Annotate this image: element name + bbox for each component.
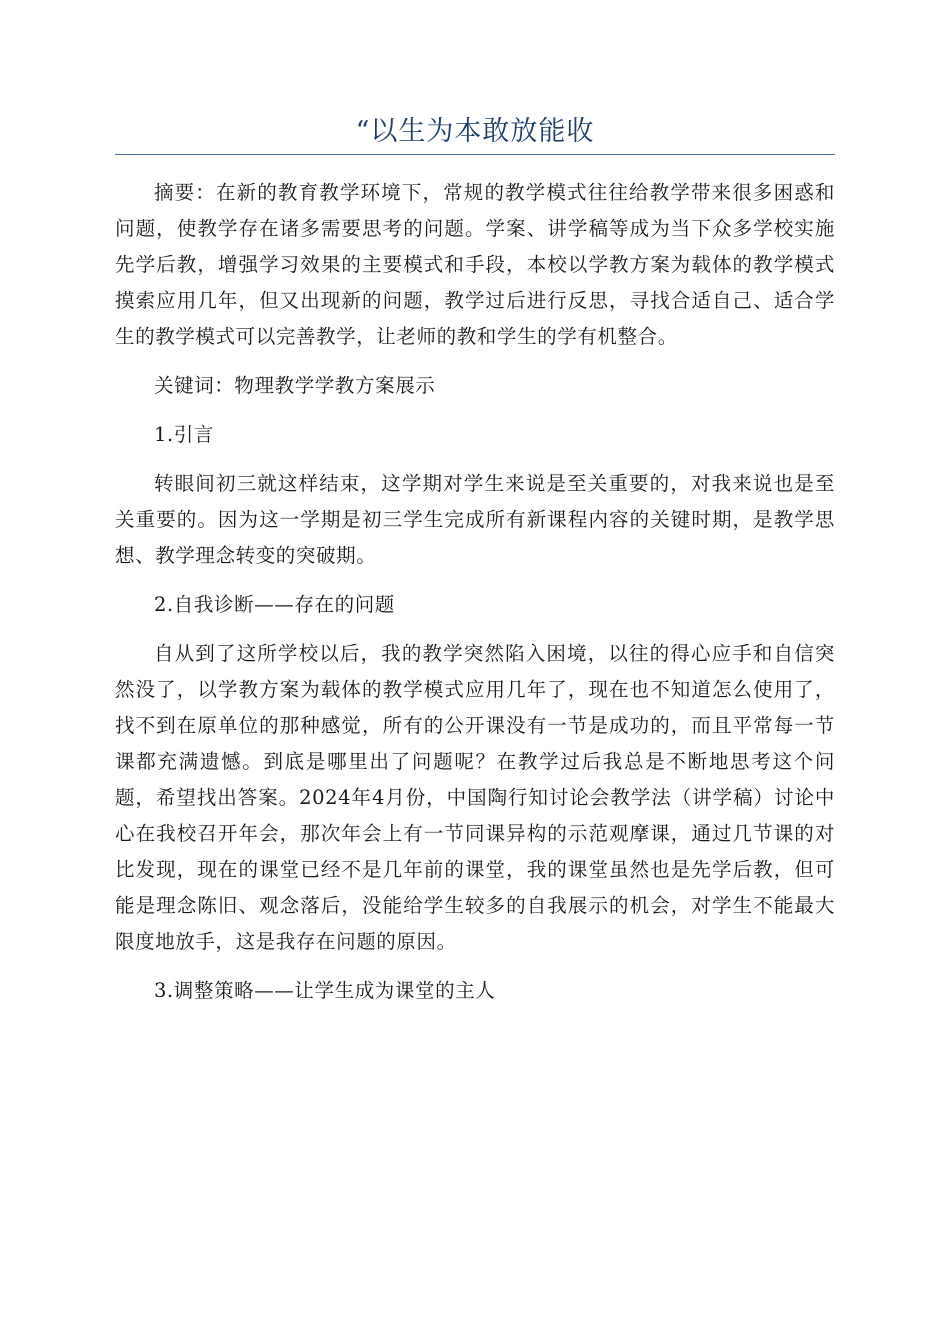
document-body [115,175,835,1022]
title-underline [115,154,835,155]
section-heading-1: 1.引言 [154,423,215,446]
abstract-paragraph: 摘要：在新的教育教学环境下，常规的教学模式往往给教学带来很多困惑和问题，使教学存在诸多需要思考的问题。学案、讲学稿等成为当下众多学校实施先学后教，增强学习效果的主要模式和手段，本校以学教方案为载体的教学模式摸索应用几年，但又出现新的问题，教学过后进行反思，寻找合适自己、适合学生的教学模式可以完善教学，让老师的教和学生的学有机整合。 [115,181,835,348]
intro-paragraph: 转眼间初三就这样结束，这学期对学生来说是至关重要的，对我来说也是至关重要的。因为这一学期是初三学生完成所有新课程内容的关键时期，是教学思想、教学理念转变的突破期。 [115,472,835,567]
section-heading-2: 2.自我诊断——存在的问题 [154,593,395,616]
document-title: “以生为本敢放能收 [355,116,595,147]
diagnosis-paragraph: 自从到了这所学校以后，我的教学突然陷入困境，以往的得心应手和自信突然没了，以学教方案为载体的教学模式应用几年了，现在也不知道怎么使用了，找不到在原单位的那种感觉，所有的公开课没有一节是成功的，而且平常每一节课都充满遗憾。到底是哪里出了问题呢？在教学过后我总是不断地思考这个问题，希望找出答案。2024年4月份，中国陶行知讨论会教学法（讲学稿）讨论中心在我校召开年会，那次年会上有一节同课异构的示范观摩课，通过几节课的对比发现，现在的课堂已经不是几年前的课堂，我的课堂虽然也是先学后教，但可能是理念陈旧、观念落后，没能给学生较多的自我展示的机会，对学生不能最大限度地放手，这是我存在问题的原因。 [115,642,835,953]
section-heading-3: 3.调整策略——让学生成为课堂的主人 [154,979,496,1002]
keywords-line: 关键词：物理教学学教方案展示 [154,374,436,397]
